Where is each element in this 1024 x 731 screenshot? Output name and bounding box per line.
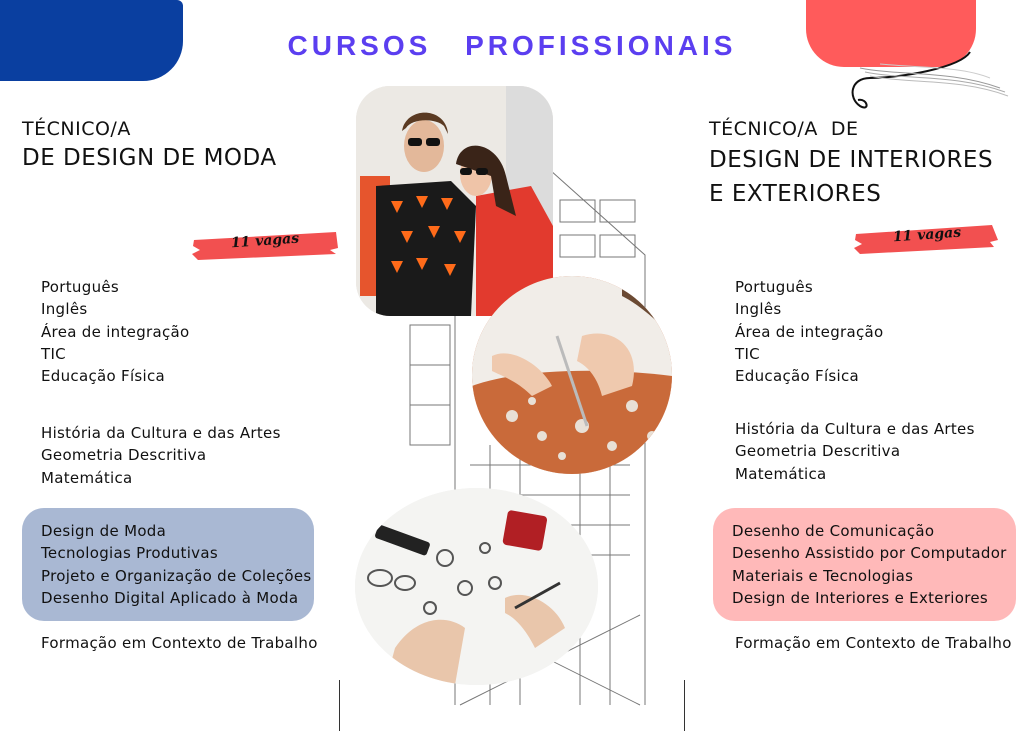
right-vagas-badge — [852, 222, 1002, 254]
subject: Educação Física — [41, 367, 166, 386]
subject: Projeto e Organização de Coleções — [41, 566, 312, 585]
jewellery-design-photo — [355, 488, 598, 685]
subject: Design de Moda — [41, 522, 167, 540]
crafting-hands-photo — [472, 276, 672, 474]
page-title — [0, 30, 1024, 62]
title-word-profissionais: PROFISSIONAIS — [465, 30, 737, 61]
left-technical-subjects — [41, 520, 314, 609]
subject: História da Cultura e das Artes — [41, 424, 281, 442]
subject: TIC — [735, 344, 760, 363]
subject: Matemática — [735, 464, 827, 483]
subject: Design de Interiores e Exteriores — [732, 588, 989, 607]
left-course-title — [22, 117, 277, 174]
subject: Tecnologias Produtivas — [41, 544, 218, 563]
left-title-line2: DE DESIGN DE MODA — [22, 144, 277, 171]
subject: Geometria Descritiva — [41, 446, 207, 465]
left-vagas-text: 11 vagas — [230, 230, 300, 252]
crafting-hands-image — [472, 276, 672, 474]
divider-right — [684, 680, 685, 731]
divider-left — [339, 680, 340, 731]
left-technical-box — [22, 508, 314, 621]
subject: Geometria Descritiva — [735, 442, 901, 461]
subject: Área de integração — [41, 322, 190, 341]
fashion-models-image — [356, 86, 553, 316]
right-technical-subjects — [732, 520, 1016, 609]
left-title-line1: TÉCNICO/A — [22, 118, 131, 140]
subject: Desenho Digital Aplicado à Moda — [41, 588, 299, 607]
right-training: Formação em Contexto de Trabalho — [735, 634, 1012, 652]
subject: Português — [735, 278, 814, 296]
right-vagas-text: 11 vagas — [892, 224, 962, 246]
right-title-line2: DESIGN DE INTERIORES — [709, 146, 994, 173]
title-word-cursos: CURSOS — [287, 30, 432, 61]
subject: Educação Física — [735, 367, 860, 386]
subject: Português — [41, 278, 120, 296]
left-scientific-subjects — [41, 422, 281, 489]
subject: Inglês — [735, 300, 782, 319]
right-technical-box — [713, 508, 1016, 621]
subject: TIC — [41, 344, 66, 363]
jewellery-design-image — [355, 488, 598, 685]
subject: Desenho de Comunicação — [732, 522, 935, 540]
right-scientific-subjects — [735, 418, 975, 485]
subject: Inglês — [41, 300, 88, 319]
right-course-title — [709, 117, 993, 211]
right-title-line3: E EXTERIORES — [709, 180, 882, 207]
left-general-subjects — [41, 276, 190, 387]
left-vagas-badge — [190, 228, 340, 260]
subject: Desenho Assistido por Computador — [732, 544, 1007, 563]
left-training: Formação em Contexto de Trabalho — [41, 634, 318, 652]
right-general-subjects — [735, 276, 884, 387]
right-title-line1: TÉCNICO/A DE — [709, 118, 859, 140]
subject: História da Cultura e das Artes — [735, 420, 975, 438]
subject: Matemática — [41, 468, 133, 487]
fashion-models-photo — [356, 86, 553, 316]
subject: Materiais e Tecnologias — [732, 566, 914, 585]
subject: Área de integração — [735, 322, 884, 341]
